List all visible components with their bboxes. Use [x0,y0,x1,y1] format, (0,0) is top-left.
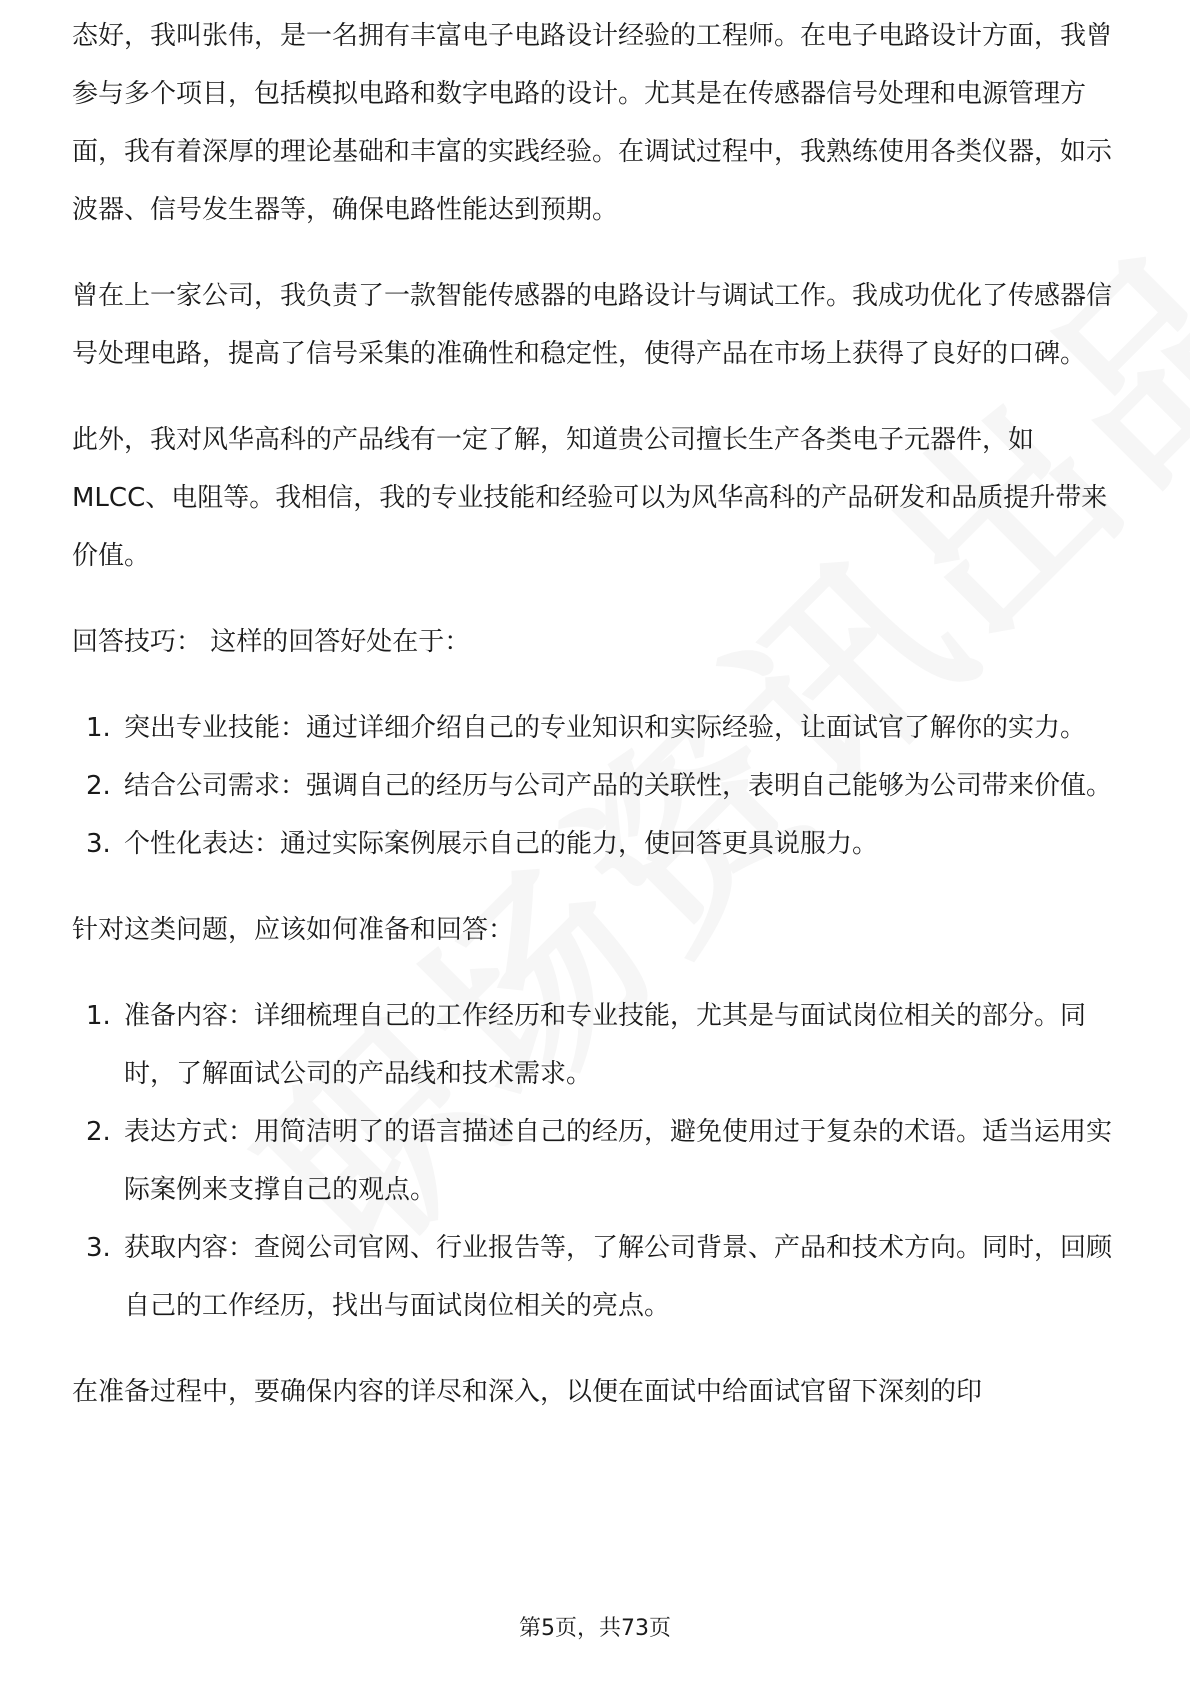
list-item [72,699,1122,757]
experience-paragraph: 曾在上一家公司，我负责了一款智能传感器的电路设计与调试工作。我成功优化了传感器信号处理电路，提高了信号采集的准确性和稳定性，使得产品在市场上获得了良好的口碑。 [72,281,1113,369]
tips-heading: 回答技巧： 这样的回答好处在于： [72,627,471,657]
list-number: 2. [86,1117,111,1147]
list-item [72,1219,1122,1335]
list-item-text: 个性化表达：通过实际案例展示自己的能力，使回答更具说服力。 [124,829,879,859]
list-item-text: 获取内容：查阅公司官网、行业报告等，了解公司背景、产品和技术方向。同时，回顾自己的工作经历，找出与面试岗位相关的亮点。 [124,1233,1113,1321]
list-number: 3. [86,829,111,859]
prep-heading: 针对这类问题，应该如何准备和回答： [72,915,515,945]
list-item-text: 突出专业技能：通过详细介绍自己的专业知识和实际经验，让面试官了解你的实力。 [124,713,1087,743]
list-item-text: 准备内容：详细梳理自己的工作经历和专业技能，尤其是与面试岗位相关的部分。同时，了解面试公司的产品线和技术需求。 [124,1001,1087,1089]
intro-paragraph: 态好，我叫张伟，是一名拥有丰富电子电路设计经验的工程师。在电子电路设计方面，我曾参与多个项目，包括模拟电路和数字电路的设计。尤其是在传感器信号处理和电源管理方面，我有着深厚的理论基础和丰富的实践经验。在调试过程中，我熟练使用各类仪器，如示波器、信号发生器等，确保电路性能达到预期。 [72,21,1113,225]
list-number: 2. [86,771,111,801]
prep-list [72,987,1122,1335]
list-item-text: 表达方式：用简洁明了的语言描述自己的经历，避免使用过于复杂的术语。适当运用实际案例来支撑自己的观点。 [124,1117,1113,1205]
page-content [72,21,1122,1449]
list-item [72,815,1122,873]
list-number: 1. [86,713,111,743]
closing-paragraph: 在准备过程中，要确保内容的详尽和深入，以便在面试中给面试官留下深刻的印 [72,1377,983,1407]
list-item [72,757,1122,815]
list-item [72,987,1122,1103]
list-number: 1. [86,1001,111,1031]
list-item-text: 结合公司需求：强调自己的经历与公司产品的关联性，表明自己能够为公司带来价值。 [124,771,1113,801]
list-number: 3. [86,1233,111,1263]
list-item [72,1103,1122,1219]
tips-list [72,699,1122,873]
page-footer: 第5页，共73页 [519,1616,671,1641]
company-paragraph: 此外，我对风华高科的产品线有一定了解，知道贵公司擅长生产各类电子元器件，如MLCC、电阻等。我相信，我的专业技能和经验可以为风华高科的产品研发和品质提升带来价值。 [72,425,1108,571]
